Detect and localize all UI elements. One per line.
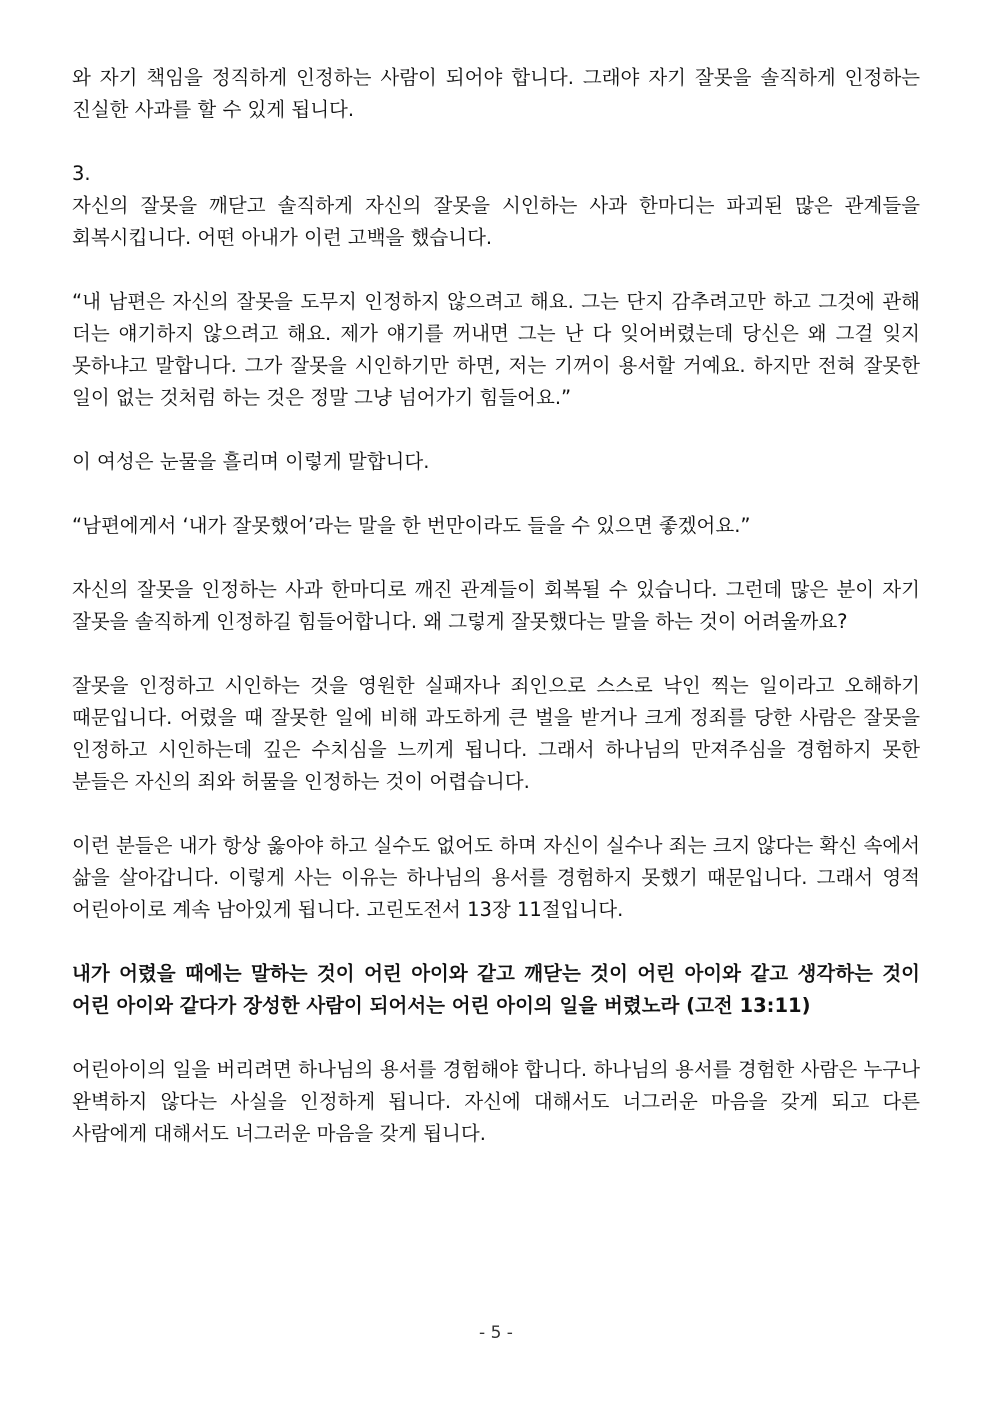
- paragraph-spiritual-child: 이런 분들은 내가 항상 옳아야 하고 실수도 없어도 하며 자신이 실수나 죄는 크지 않다는 확신 속에서 삶을 살아갑니다. 이렇게 사는 이유는 하나님의 용서를 경험하지 못했기 때문입니다. 그래서 영적 어린아이로 계속 남아있게 됩니다. 고린도전서 13장 11절입니다.: [72, 834, 920, 921]
- document-body: [72, 62, 920, 1150]
- quote-husband-apology: “남편에게서 ‘내가 잘못했어’라는 말을 한 번만이라도 들을 수 있으면 좋겠어요.”: [72, 514, 751, 537]
- page-number: - 5 -: [479, 1323, 513, 1343]
- paragraph-misunderstanding: 잘못을 인정하고 시인하는 것을 영원한 실패자나 죄인으로 스스로 낙인 찍는 일이라고 오해하기 때문입니다. 어렸을 때 잘못한 일에 비해 과도하게 큰 벌을 받거나 크게 정죄를 당한 사람은 잘못을 인정하고 시인하는데 깊은 수치심을 느끼게 됩니다. 그래서 하나님의 만져주심을 경험하지 못한 분들은 자신의 죄와 허물을 인정하는 것이 어렵습니다.: [72, 674, 920, 793]
- section-number: 3.: [72, 162, 91, 185]
- quote-wife-confession: “내 남편은 자신의 잘못을 도무지 인정하지 않으려고 해요. 그는 단지 감추려고만 하고 그것에 관해 더는 얘기하지 않으려고 해요. 제가 얘기를 꺼내면 그는 난 다 잊어버렸는데 당신은 왜 그걸 잊지 못하냐고 말합니다. 그가 잘못을 시인하기만 하면, 저는 기꺼이 용서할 거예요. 하지만 전혀 잘못한 일이 없는 것처럼 하는 것은 정말 그냥 넘어가기 힘들어요.”: [72, 290, 920, 409]
- paragraph-forgiveness: 어린아이의 일을 버리려면 하나님의 용서를 경험해야 합니다. 하나님의 용서를 경험한 사람은 누구나 완벽하지 않다는 사실을 인정하게 됩니다. 자신에 대해서도 너그러운 마음을 갖게 되고 다른 사람에게 대해서도 너그러운 마음을 갖게 됩니다.: [72, 1058, 920, 1145]
- scripture-quote: 내가 어렸을 때에는 말하는 것이 어린 아이와 같고 깨닫는 것이 어린 아이와 같고 생각하는 것이 어린 아이와 같다가 장성한 사람이 되어서는 어린 아이의 일을 버렸노라 (고전 13:11): [72, 962, 920, 1017]
- paragraph-responsibility: 와 자기 책임을 정직하게 인정하는 사람이 되어야 합니다. 그래야 자기 잘못을 솔직하게 인정하는 진실한 사과를 할 수 있게 됩니다.: [72, 66, 920, 121]
- paragraph-woman-tears: 이 여성은 눈물을 흘리며 이렇게 말합니다.: [72, 450, 430, 473]
- paragraph-why-hard: 자신의 잘못을 인정하는 사과 한마디로 깨진 관계들이 회복될 수 있습니다. 그런데 많은 분이 자기 잘못을 솔직하게 인정하길 힘들어합니다. 왜 그렇게 잘못했다는 말을 하는 것이 어려울까요?: [72, 578, 920, 633]
- paragraph-apology-restores: 자신의 잘못을 깨닫고 솔직하게 자신의 잘못을 시인하는 사과 한마디는 파괴된 많은 관계들을 회복시킵니다. 어떤 아내가 이런 고백을 했습니다.: [72, 194, 920, 249]
